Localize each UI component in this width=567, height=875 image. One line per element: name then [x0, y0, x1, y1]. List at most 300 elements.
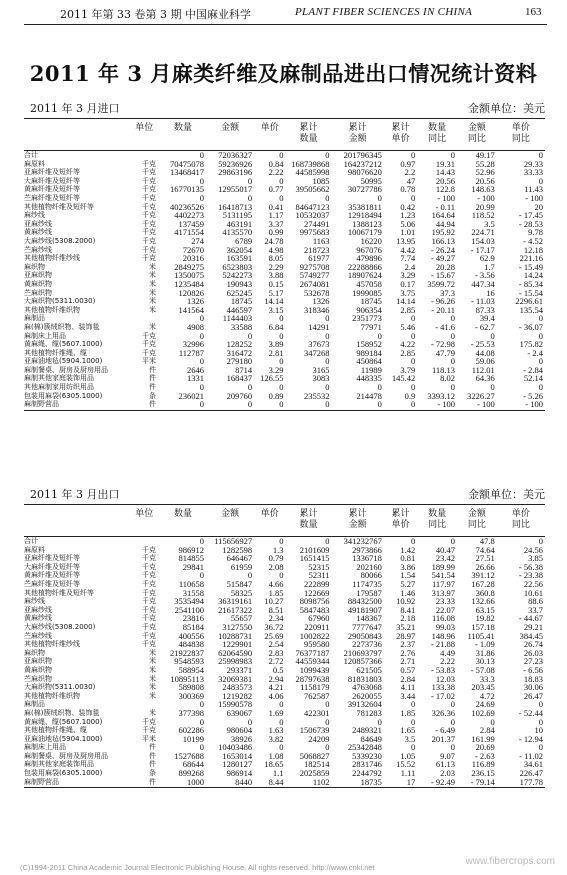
- value-cell: 5.06: [400, 219, 416, 229]
- value-cell: 20.99: [475, 202, 495, 212]
- value-cell: 177.78: [519, 777, 543, 787]
- value-cell: 0: [450, 150, 456, 160]
- value-cell: 4.06: [268, 691, 284, 701]
- value-cell: - 56.38: [518, 562, 543, 572]
- value-cell: 26.47: [523, 691, 543, 701]
- unit-cell: 米: [148, 691, 156, 700]
- table-row: [24, 400, 545, 409]
- value-cell: 400556: [178, 631, 205, 641]
- value-cell: 2025859: [299, 769, 330, 778]
- unit-cell: 米: [148, 262, 156, 271]
- value-cell: 0: [325, 383, 330, 392]
- value-cell: 1.65: [400, 726, 416, 735]
- value-cell: 126.55: [260, 374, 284, 384]
- value-cell: 226.47: [519, 769, 543, 778]
- value-cell: 4.98: [268, 245, 284, 255]
- unit-cell: 千克: [141, 254, 156, 263]
- import-label: 2011 年 3 月进口: [30, 102, 120, 115]
- value-cell: 10199: [182, 734, 205, 744]
- value-cell: 906354: [356, 305, 382, 315]
- value-cell: 0: [279, 383, 284, 392]
- value-cell: - 12.94: [518, 734, 543, 744]
- value-cell: 7.74: [400, 254, 416, 263]
- row-label: 亚麻油地毡(5904.1000): [24, 357, 103, 366]
- row-label: 麻制床上用品: [24, 743, 66, 752]
- value-cell: 0: [325, 717, 330, 727]
- value-cell: 2296.61: [515, 297, 543, 306]
- row-label: 其他植物纤维绳、缆: [24, 348, 87, 357]
- value-cell: - 100: [437, 400, 456, 409]
- value-cell: 68644: [182, 760, 205, 770]
- value-cell: 0: [325, 700, 330, 709]
- unit-cell: 千克: [141, 219, 156, 228]
- value-cell: 30727786: [347, 185, 382, 194]
- value-cell: 201796345: [343, 150, 382, 160]
- unit-cell: 米: [148, 297, 156, 306]
- value-cell: - 100: [477, 400, 495, 409]
- value-cell: 0.57: [400, 665, 416, 675]
- value-cell: 14.14: [396, 297, 416, 306]
- unit-cell: 米: [148, 279, 156, 288]
- row-label: 黄麻织物: [24, 279, 52, 288]
- column-header: 数量 同比: [417, 506, 457, 537]
- value-cell: 10403486: [218, 743, 253, 752]
- table-row: [24, 640, 545, 649]
- value-cell: 360.8: [475, 588, 495, 598]
- value-cell: 164237212: [343, 159, 382, 169]
- row-label: 苎麻纱线: [24, 245, 52, 254]
- table-row: [24, 769, 545, 778]
- value-cell: 1158179: [300, 683, 330, 692]
- value-cell: 158952: [356, 340, 382, 349]
- value-cell: - 53.83: [430, 665, 456, 675]
- value-cell: 0.89: [268, 391, 284, 401]
- row-label: 麻织物: [24, 648, 45, 657]
- value-cell: - 15.54: [518, 288, 543, 298]
- journal-name-en: PLANT FIBER SCIENCES IN CHINA: [295, 6, 473, 18]
- unit-cell: 米: [148, 665, 156, 674]
- value-cell: 22.56: [523, 579, 543, 589]
- value-cell: 18735: [360, 777, 382, 787]
- value-cell: 0: [411, 743, 416, 752]
- row-label: 麻制餐桌、厨房及厨房用品: [24, 751, 108, 760]
- column-header: 金额 同比: [457, 120, 497, 151]
- row-label: 麻制床上用品: [24, 331, 66, 340]
- row-label: 亚麻纤维及短纤等: [24, 554, 80, 563]
- value-cell: 8.51: [268, 605, 284, 615]
- table-row: [24, 194, 545, 203]
- value-cell: 9975683: [299, 228, 330, 237]
- unit-cell: 米: [148, 708, 156, 717]
- value-cell: 391.12: [471, 571, 495, 580]
- value-cell: 5.46: [400, 322, 416, 332]
- value-cell: 24.78: [264, 236, 284, 246]
- value-cell: 3.88: [268, 271, 284, 280]
- value-cell: 0: [199, 383, 205, 392]
- value-cell: - 20.11: [431, 305, 456, 315]
- column-header: 单价: [254, 120, 285, 151]
- value-cell: 40236526: [170, 202, 205, 212]
- value-cell: 16: [486, 288, 495, 298]
- value-cell: 0: [325, 150, 330, 160]
- value-cell: 1350075: [174, 271, 205, 280]
- value-cell: 1219282: [222, 691, 253, 701]
- unit-cell: 米: [148, 322, 156, 331]
- value-cell: 463191: [226, 219, 253, 229]
- value-cell: - 6.49: [435, 726, 456, 735]
- value-cell: 2973866: [352, 545, 382, 555]
- unit-cell: 千克: [141, 194, 156, 203]
- value-cell: 3.37: [268, 219, 284, 229]
- row-label: 麻制品: [24, 314, 45, 323]
- value-cell: 980604: [226, 726, 253, 735]
- value-cell: - 36.07: [518, 322, 543, 332]
- value-cell: 30.13: [475, 657, 495, 666]
- value-cell: 4.11: [400, 683, 416, 692]
- value-cell: 25342848: [347, 743, 382, 752]
- value-cell: 0: [199, 400, 205, 409]
- unit-cell: 件: [148, 743, 156, 752]
- table-row: [24, 700, 545, 709]
- value-cell: 0: [325, 743, 330, 752]
- value-cell: 0: [450, 357, 456, 366]
- value-cell: 27.23: [523, 657, 543, 666]
- value-cell: 781283: [356, 708, 382, 718]
- row-label: 黄麻织物: [24, 665, 52, 674]
- value-cell: 0: [199, 717, 205, 727]
- value-cell: 2849275: [174, 262, 205, 272]
- value-cell: 168437: [226, 374, 253, 384]
- value-cell: 5749277: [299, 271, 330, 280]
- value-cell: 164.64: [431, 211, 456, 220]
- value-cell: 179587: [356, 588, 382, 598]
- table-row: [24, 597, 545, 606]
- site-watermark: www.fibercrops.com: [465, 856, 555, 867]
- value-cell: - 100: [437, 193, 456, 203]
- unit-cell: 千克: [141, 236, 156, 245]
- value-cell: 1331: [187, 374, 205, 384]
- row-label: 麻制其他家庭装饰用品: [24, 374, 94, 383]
- value-cell: 0: [411, 150, 416, 160]
- value-cell: 72036327: [218, 150, 253, 160]
- value-cell: 44.08: [475, 348, 495, 358]
- row-label: 亚麻纱线: [24, 219, 52, 228]
- value-cell: 0: [199, 331, 205, 341]
- value-cell: 588954: [178, 665, 205, 675]
- unit-cell: 千克: [141, 176, 156, 185]
- value-cell: 44.94: [435, 219, 456, 229]
- value-cell: 9.78: [528, 228, 543, 237]
- value-cell: 0: [279, 357, 284, 366]
- value-cell: 0: [279, 331, 284, 341]
- table-row: [24, 366, 545, 375]
- value-cell: 3.29: [268, 365, 284, 375]
- row-label: 其他植物纤维及短纤等: [24, 588, 94, 597]
- value-cell: - 85.34: [518, 279, 543, 289]
- value-cell: 235532: [304, 391, 330, 401]
- row-label: 麻制野营品: [24, 400, 59, 409]
- unit-cell: [129, 151, 160, 160]
- value-cell: 1.85: [400, 708, 416, 718]
- header-rule: [24, 24, 547, 25]
- value-cell: 1.3: [272, 545, 284, 555]
- value-cell: 61959: [230, 562, 253, 572]
- value-cell: 316472: [226, 348, 253, 358]
- value-cell: 35.21: [396, 622, 416, 632]
- value-cell: 154.03: [471, 236, 495, 246]
- value-cell: 214478: [356, 391, 382, 401]
- value-cell: 0: [279, 717, 284, 727]
- value-cell: 58325: [230, 588, 253, 598]
- value-cell: 0.99: [268, 228, 284, 237]
- value-cell: 4.21: [268, 683, 284, 692]
- unit-cell: 千克: [141, 597, 156, 606]
- row-label: 苎麻纤维及短纤等: [24, 194, 80, 203]
- value-cell: 300369: [178, 691, 205, 701]
- row-label: 大麻纱线(5308.2000): [24, 622, 96, 631]
- row-label: 麻制其他家庭装饰用品: [24, 760, 94, 769]
- value-cell: 23.42: [435, 554, 456, 563]
- value-cell: 8.41: [400, 605, 416, 615]
- value-cell: 62.9: [479, 254, 495, 263]
- value-cell: 4.66: [268, 579, 284, 589]
- row-label: 麻织物: [24, 262, 45, 271]
- header-blank: [24, 506, 129, 537]
- value-cell: 2831746: [352, 760, 382, 770]
- value-cell: 1.85: [268, 588, 284, 598]
- table-row: [24, 778, 545, 787]
- value-cell: 5339230: [352, 751, 382, 761]
- value-cell: 1.7: [484, 262, 495, 272]
- value-cell: 0: [377, 400, 382, 409]
- value-cell: - 2.84: [523, 365, 543, 375]
- value-cell: 52.96: [475, 168, 495, 177]
- row-label: 其他植物纤维纱线: [24, 254, 80, 263]
- unit-cell: 千克: [141, 571, 156, 580]
- value-cell: 22.07: [435, 605, 456, 615]
- value-cell: 274491: [304, 219, 330, 229]
- value-cell: 1.08: [268, 751, 284, 761]
- value-cell: 81831803: [347, 674, 382, 684]
- value-cell: 2489321: [352, 726, 382, 735]
- column-header: 单价 同比: [497, 120, 545, 151]
- value-cell: 8.05: [268, 254, 284, 263]
- value-cell: 148.63: [471, 185, 495, 194]
- value-cell: 8098756: [299, 597, 330, 606]
- value-cell: 341232767: [343, 536, 382, 546]
- value-cell: 47: [406, 176, 416, 186]
- value-cell: 22288866: [347, 262, 382, 272]
- value-cell: 3083: [312, 374, 330, 384]
- value-cell: 0: [538, 176, 543, 186]
- unit-cell: 千克: [141, 622, 156, 631]
- value-cell: 0: [411, 193, 416, 203]
- value-cell: - 17.02: [430, 691, 456, 701]
- value-cell: 1174735: [352, 579, 382, 589]
- value-cell: 0: [450, 383, 456, 392]
- value-cell: 0: [377, 383, 382, 392]
- value-cell: 32996: [182, 340, 205, 349]
- unit-cell: 千克: [141, 185, 156, 194]
- value-cell: 0: [279, 314, 284, 323]
- value-cell: 49181907: [347, 605, 382, 615]
- column-header: 累计 金额: [332, 506, 384, 537]
- value-cell: 0: [538, 314, 543, 323]
- value-cell: 9.07: [440, 751, 456, 761]
- page-title: 2011 年 3 月麻类纤维及麻制品进出口情况统计资料: [29, 61, 538, 86]
- unit-cell: 条: [148, 391, 156, 400]
- row-label: 亚麻油地毡(5904.1000): [24, 734, 103, 743]
- value-cell: 0.17: [400, 279, 416, 289]
- unit-cell: 平米: [141, 734, 156, 743]
- column-header: 单价 同比: [497, 506, 545, 537]
- value-cell: 3.44: [400, 691, 416, 701]
- table-row: [24, 323, 545, 332]
- value-cell: 55.28: [475, 159, 495, 169]
- value-cell: 117.97: [431, 579, 456, 589]
- value-cell: 2.81: [268, 348, 284, 358]
- value-cell: 29.21: [523, 622, 543, 632]
- table-row: [24, 692, 545, 701]
- row-label: 麻(棉)簇绒织物、装饰毯: [24, 322, 100, 331]
- value-cell: 5.17: [268, 288, 284, 298]
- unit-cell: 件: [148, 374, 156, 383]
- value-cell: 141564: [178, 305, 205, 315]
- value-cell: 118.13: [431, 365, 456, 375]
- value-cell: 222899: [304, 579, 330, 589]
- value-cell: 0: [538, 150, 543, 160]
- value-cell: 29050843: [347, 631, 382, 641]
- value-cell: 49.17: [475, 150, 495, 160]
- value-cell: 102.69: [471, 708, 495, 718]
- value-cell: 2.4: [404, 262, 416, 272]
- value-cell: 646467: [226, 554, 253, 563]
- value-cell: 36319161: [218, 597, 253, 606]
- unit-cell: [129, 537, 160, 546]
- value-cell: 0.97: [400, 159, 416, 169]
- value-cell: 1085: [312, 176, 330, 186]
- value-cell: 3.5: [484, 219, 495, 229]
- value-cell: 4.42: [400, 245, 416, 255]
- value-cell: 814855: [178, 554, 205, 563]
- value-cell: 0.41: [268, 202, 284, 212]
- row-label: 亚麻纱线: [24, 605, 52, 614]
- value-cell: 0: [377, 717, 382, 727]
- row-label: 黄麻纤维及短纤等: [24, 571, 80, 580]
- value-cell: 122669: [304, 588, 330, 598]
- value-cell: 1.01: [400, 228, 416, 237]
- table-row: [24, 657, 545, 666]
- value-cell: 362054: [226, 245, 253, 255]
- column-header: 单位: [129, 506, 160, 537]
- value-cell: 16220: [360, 236, 382, 246]
- export-table: [24, 506, 545, 786]
- value-cell: 202160: [356, 562, 382, 572]
- value-cell: 145.42: [391, 374, 416, 384]
- table-row: [24, 392, 545, 401]
- value-cell: 112.01: [471, 365, 495, 375]
- value-cell: 148367: [356, 614, 382, 623]
- value-cell: 33.3: [479, 674, 495, 684]
- table-row: [24, 717, 545, 726]
- value-cell: 203.45: [471, 683, 495, 692]
- table-row: [24, 589, 545, 598]
- value-cell: 2.85: [400, 305, 416, 315]
- row-label: 合计: [24, 151, 38, 160]
- table-row: [24, 151, 545, 160]
- value-cell: 0: [199, 743, 205, 752]
- value-cell: 209760: [226, 391, 253, 401]
- value-cell: - 100: [477, 193, 495, 203]
- import-table: [24, 120, 545, 409]
- table-row: [24, 563, 545, 572]
- value-cell: 6.84: [268, 322, 284, 332]
- value-cell: 133.38: [431, 683, 456, 692]
- value-cell: 2.85: [400, 348, 416, 358]
- value-cell: 37.3: [440, 288, 456, 298]
- row-label: 其他植物纤维纱线: [24, 640, 80, 649]
- value-cell: - 11.02: [519, 751, 543, 761]
- value-cell: 0: [450, 331, 456, 341]
- value-cell: 61.13: [435, 760, 456, 770]
- column-header: 金额 同比: [457, 506, 497, 537]
- value-cell: - 25.53: [470, 340, 495, 349]
- value-cell: 5242273: [222, 271, 253, 280]
- table-row: [24, 743, 545, 752]
- row-label: 其他植物纤维织物: [24, 305, 80, 314]
- value-cell: 0: [199, 314, 205, 323]
- value-cell: - 52.44: [518, 708, 543, 718]
- value-cell: 2.71: [400, 657, 416, 666]
- value-cell: 0: [279, 150, 284, 160]
- value-cell: 168739868: [291, 159, 330, 169]
- value-cell: 52.14: [523, 374, 543, 384]
- value-cell: 30.06: [523, 683, 543, 692]
- value-cell: 1099439: [299, 665, 330, 675]
- table-row: [24, 735, 545, 744]
- value-cell: 116.89: [471, 760, 495, 770]
- import-unit-note: 金额单位：美元: [468, 102, 545, 115]
- value-cell: 3535494: [174, 597, 205, 606]
- unit-cell: 米: [148, 305, 156, 314]
- value-cell: 0.5: [272, 665, 284, 675]
- table-row: [24, 220, 545, 229]
- row-label: 其他植物纤维织物: [24, 691, 80, 700]
- value-cell: 2620055: [352, 691, 382, 701]
- running-head: [0, 0, 567, 22]
- row-label: 麻原料: [24, 545, 45, 554]
- table-row: [24, 752, 545, 761]
- value-cell: - 15.49: [518, 262, 543, 272]
- value-cell: 33.33: [523, 168, 543, 177]
- value-cell: 967076: [356, 245, 382, 255]
- header-blank: [24, 120, 129, 151]
- export-label: 2011 年 3 月出口: [30, 488, 120, 501]
- value-cell: 10532037: [295, 211, 330, 220]
- row-label: 亚麻纤维及短纤等: [24, 168, 80, 177]
- value-cell: 36.72: [264, 622, 284, 632]
- column-header: 单位: [129, 120, 160, 151]
- value-cell: 20.28: [435, 262, 456, 272]
- unit-cell: 千克: [141, 211, 156, 220]
- value-cell: 166.13: [431, 236, 456, 246]
- value-cell: 1.1: [272, 769, 284, 778]
- value-cell: 0: [247, 176, 253, 186]
- unit-cell: 件: [148, 400, 156, 409]
- value-cell: 74.64: [475, 545, 495, 555]
- value-cell: 1999085: [352, 288, 382, 298]
- value-cell: 52311: [308, 571, 330, 580]
